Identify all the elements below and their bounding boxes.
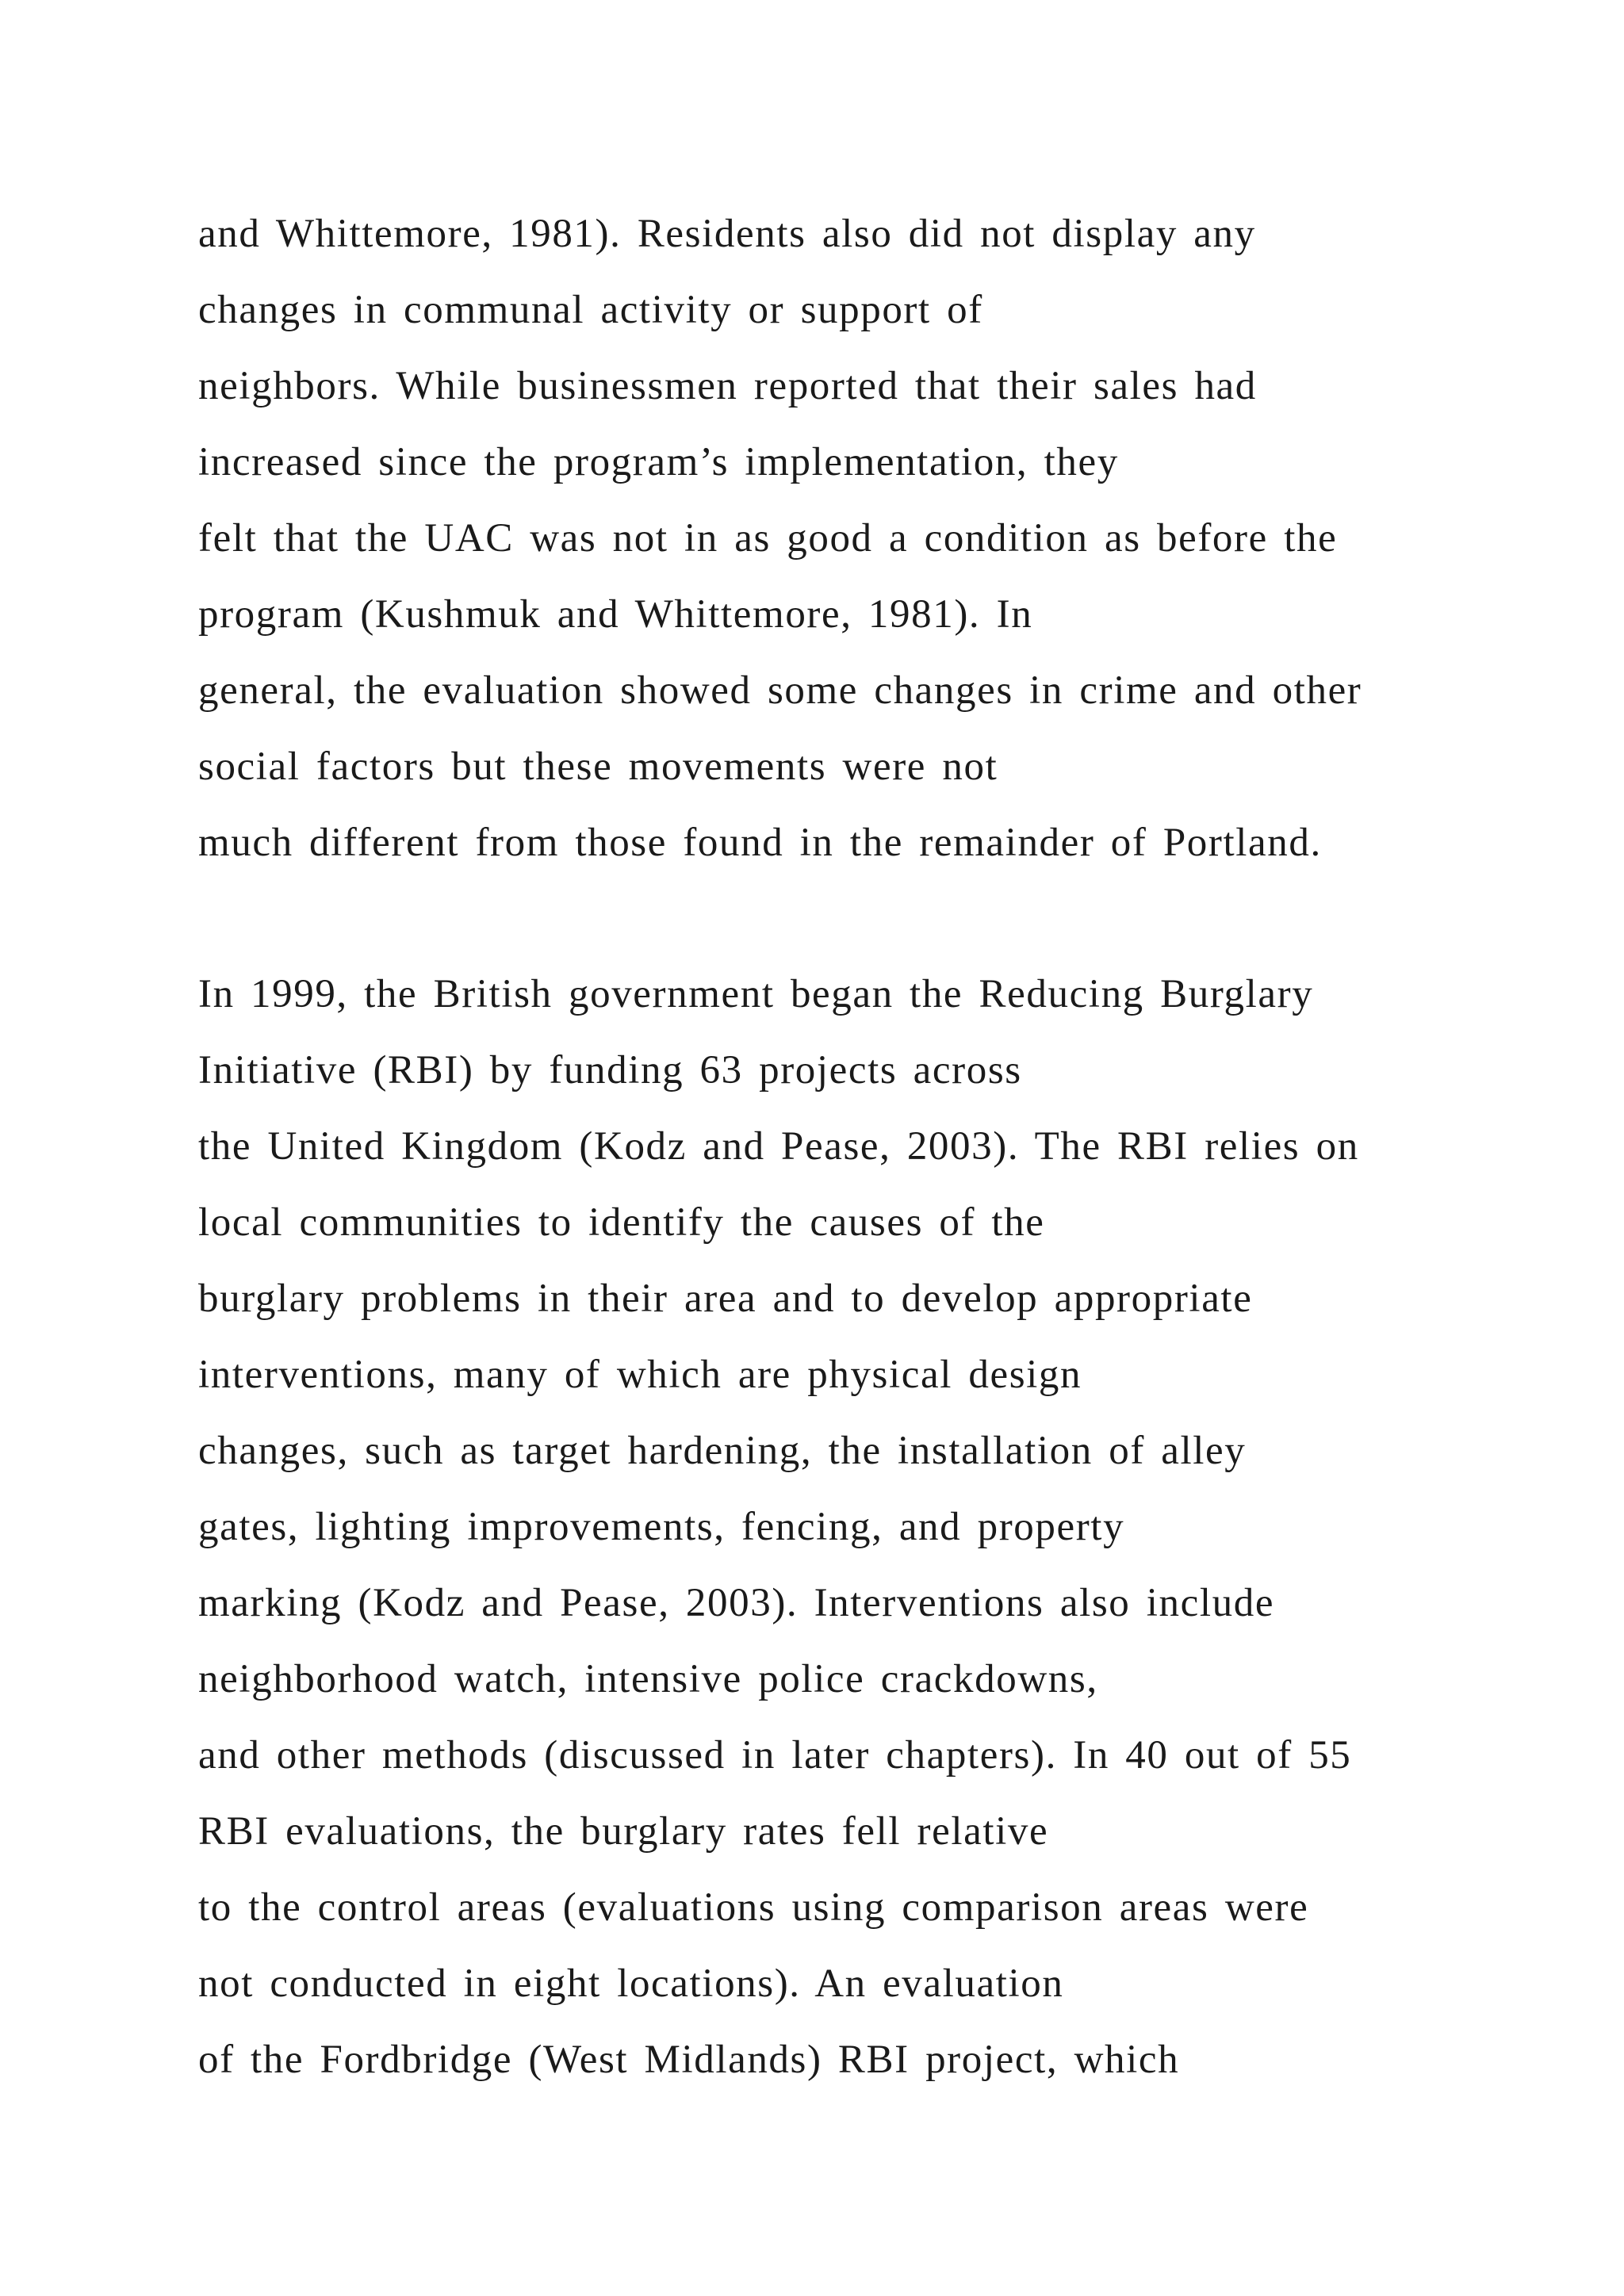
text-line: to the control areas (evaluations using comparison areas were bbox=[198, 1885, 1309, 1930]
text-line: social factors but these movements were not bbox=[198, 744, 998, 789]
paragraph-portland-evaluation bbox=[198, 196, 1499, 881]
text-line: the United Kingdom (Kodz and Pease, 2003). The RBI relies on bbox=[198, 1124, 1359, 1169]
text-line: general, the evaluation showed some changes in crime and other bbox=[198, 668, 1362, 713]
text-line: interventions, many of which are physical design bbox=[198, 1353, 1082, 1397]
text-line: local communities to identify the causes of the bbox=[198, 1200, 1045, 1245]
text-line: Initiative (RBI) by funding 63 projects across bbox=[198, 1048, 1022, 1093]
text-line: and Whittemore, 1981). Residents also did not display any bbox=[198, 212, 1256, 256]
text-line: changes, such as target hardening, the installation of alley bbox=[198, 1429, 1247, 1473]
text-line: burglary problems in their area and to develop appropriate bbox=[198, 1276, 1253, 1321]
text-line: changes in communal activity or support of bbox=[198, 288, 983, 332]
text-line: increased since the program’s implementation, they bbox=[198, 440, 1119, 484]
text-line: gates, lighting improvements, fencing, and property bbox=[198, 1505, 1125, 1549]
text-line: RBI evaluations, the burglary rates fell relative bbox=[198, 1809, 1049, 1854]
text-line: marking (Kodz and Pease, 2003). Interventions also include bbox=[198, 1581, 1275, 1625]
text-line: felt that the UAC was not in as good a condition as before the bbox=[198, 516, 1338, 561]
text-line: neighborhood watch, intensive police crackdowns, bbox=[198, 1657, 1098, 1701]
paragraph-reducing-burglary-initiative bbox=[198, 956, 1499, 2098]
text-line: of the Fordbridge (West Midlands) RBI project, which bbox=[198, 2038, 1180, 2082]
text-line: In 1999, the British government began the Reducing Burglary bbox=[198, 972, 1314, 1016]
text-line: program (Kushmuk and Whittemore, 1981). In bbox=[198, 592, 1033, 637]
text-line: and other methods (discussed in later chapters). In 40 out of 55 bbox=[198, 1733, 1352, 1777]
text-line: not conducted in eight locations). An evaluation bbox=[198, 1961, 1064, 2006]
text-line: much different from those found in the remainder of Portland. bbox=[198, 821, 1322, 865]
text-line: neighbors. While businessmen reported that their sales had bbox=[198, 364, 1257, 408]
